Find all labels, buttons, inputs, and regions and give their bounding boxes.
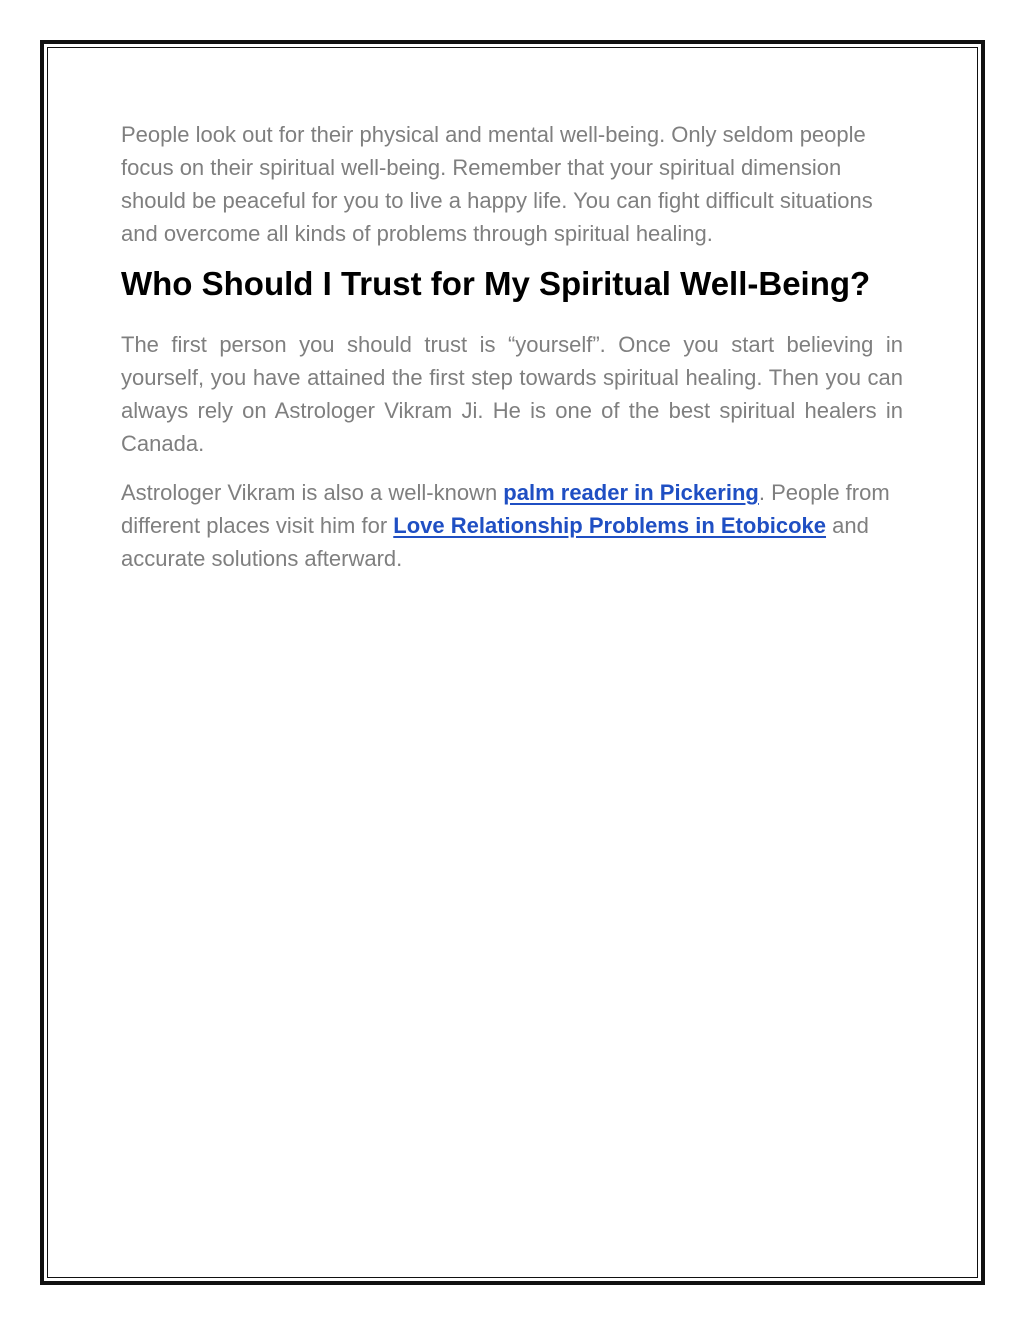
closing-text-end: and accurate solutions afterward.	[121, 513, 869, 571]
intro-paragraph: People look out for their physical and mental well-being. Only seldom people focus on their spiritual well-being. Remember that your spiritual dimension should be peaceful for you to live a happy life. You can fight difficult situations and overcome all kinds of problems through spiritual healing.	[121, 122, 873, 246]
closing-text-middle: . People from different places visit him for	[121, 480, 890, 538]
document-body	[121, 118, 903, 575]
love-relationship-link[interactable]: Love Relationship Problems in Etobicoke	[393, 513, 827, 538]
closing-paragraph	[121, 476, 903, 575]
closing-text-start: Astrologer Vikram is also a well-known	[121, 480, 504, 505]
trust-paragraph: The first person you should trust is “yourself”. Once you start believing in yourself, you have attained the first step towards spiritual healing. Then you can always rely on Astrologer Vikram Ji. He is one of the best spiritual healers in Canada.	[121, 332, 903, 456]
section-heading: Who Should I Trust for My Spiritual Well-Being?	[121, 265, 871, 302]
palm-reader-link[interactable]: palm reader in Pickering	[503, 480, 759, 505]
